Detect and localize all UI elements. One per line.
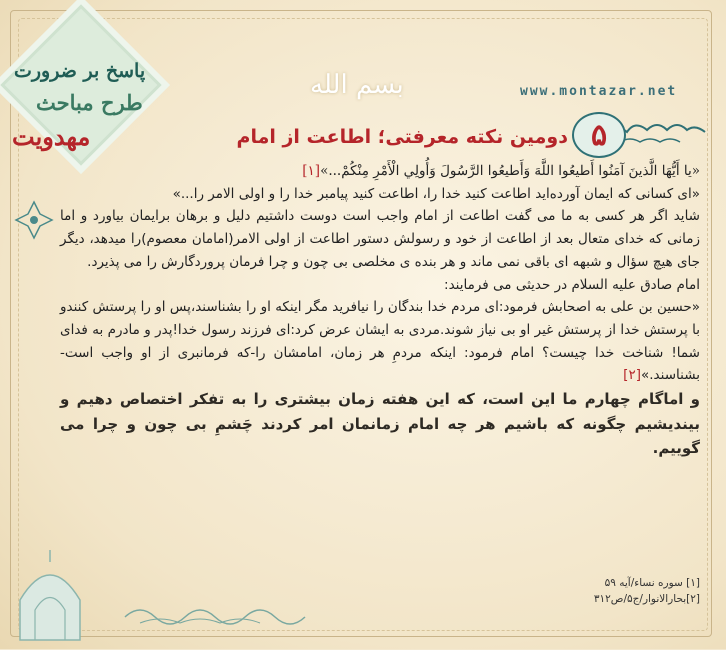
logo-line-3: مهدویت bbox=[12, 122, 91, 151]
logo-line-2: طرح مباحث bbox=[36, 90, 143, 115]
website-url: www.montazar.net bbox=[520, 84, 678, 99]
quran-verse bbox=[60, 160, 700, 183]
hadith bbox=[60, 296, 700, 387]
logo-line-1: پاسخ بر ضرورت bbox=[14, 60, 146, 82]
footnote-2: [۲]بحارالانوار/ج۵/ص۳۱۲ bbox=[593, 593, 700, 605]
section-number-badge: ۵ bbox=[572, 112, 626, 158]
section-title: دومین نکته معرفتی؛ اطاعت از امام bbox=[236, 126, 568, 148]
bismillah-calligraphy: بسم الله bbox=[310, 70, 404, 100]
logo-badge bbox=[4, 20, 154, 165]
verse-text: «یا أَیُّهَا الَّذینَ آمَنُوا أَطیعُوا اللَّهَ وَأَطیعُوا الرَّسُولَ وَأُولِي الْأَمْرِ مِنْكُمْ...» bbox=[320, 163, 700, 179]
paragraph-2: امام صادق علیه السلام در حدیثی می فرمایند: bbox=[444, 276, 700, 293]
dome-ornament-icon bbox=[0, 540, 100, 650]
conclusion: و اماگام چهارم ما این است، که این هفته زمان بیشتری را به تفکر اختصاص دهیم و بیندیشیم چگونه که باشیم هر چه امام زمانمان امر کردند چَشمِ بی چون و چرا می گوییم. bbox=[60, 390, 700, 458]
signature-calligraphy-icon bbox=[120, 595, 310, 629]
verse-footnote-ref: [۱] bbox=[302, 163, 321, 179]
paragraph-1: شاید اگر هر کسی به ما می گفت اطاعت از امام واجب است دوست داشتیم دلیل و برهان برایمان بیاورد و اما زمانی که خدای متعال بعد از اطاعت از خود و رسولش دستور اطاعت از اولی الامر(امامان معصوم)را میدهد، دیگر جای هیچ سؤال و شبهه ای باقی نمی ماند و هر بنده ی مخلصی بی چون و چرا فرمان پروردگارش را می پذیرد. bbox=[60, 208, 700, 270]
footnotes bbox=[500, 575, 700, 607]
floral-ornament-icon bbox=[14, 200, 54, 240]
verse-translation: «ای کسانی که ایمان آورده‌اید اطاعت کنید خدا را، اطاعت کنید پیامبر خدا را و اولی الامر را...» bbox=[172, 185, 700, 202]
hadith-text: «حسین بن علی به اصحابش فرمود:ای مردم خدا بندگان را نیافرید مگر اینکه او را بشناسند،پس او را پرستش کنندو با پرستش خدا از پرستش غیر او بی نیاز شوند.مردی به ایشان عرض کرد:ای فرزند رسول خدا!پدر و مادرم به فدای شما! شناخت خدا چیست؟ امام فرمود: اینکه مردمِ هر زمان، امامشان را-که فرمانبری از او واجب است-بشناسند.» bbox=[60, 299, 700, 384]
main-text bbox=[60, 160, 700, 461]
footnote-1: [۱] سوره نساء/آیه ۵۹ bbox=[604, 577, 700, 589]
hadith-footnote-ref: [۲] bbox=[623, 367, 641, 384]
